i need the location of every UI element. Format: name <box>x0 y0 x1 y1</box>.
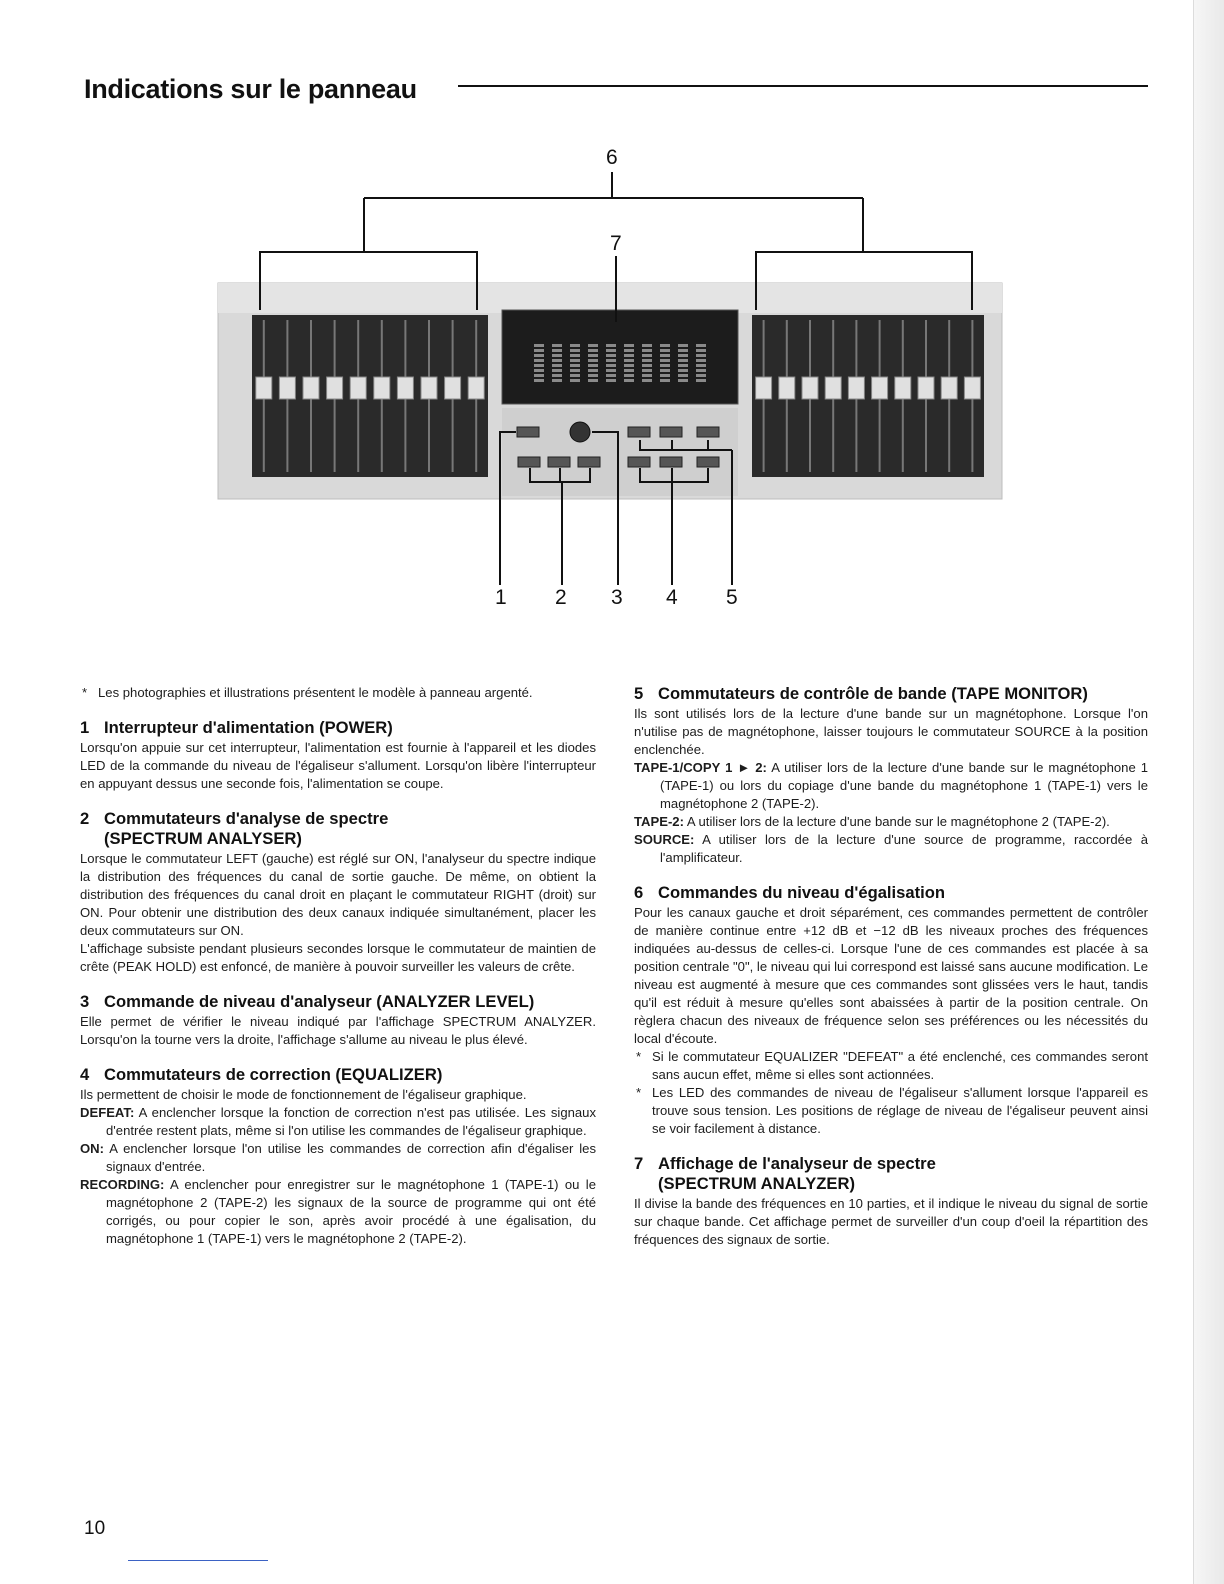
page-title: Indications sur le panneau <box>84 74 417 105</box>
display-segment <box>624 359 634 362</box>
slider-knob <box>445 377 461 399</box>
slider-knob <box>327 377 343 399</box>
display-segment <box>642 344 652 347</box>
section-6-number: 6 <box>634 883 644 902</box>
right-column <box>634 684 1148 1249</box>
page-number: 10 <box>84 1518 106 1539</box>
section-4-equalizer <box>80 1065 596 1248</box>
bullet-text: Les LED des commandes de niveau de l'égaliseur s'allument lorsque l'appareil es trouve sous tension. Les positions de réglage de niveau de l'égaliseur peuvent ainsi se voir facilement à distance. <box>652 1085 1148 1136</box>
tape-switch-2 <box>660 457 682 467</box>
display-segment <box>660 354 670 357</box>
eq-switch-2 <box>660 427 682 437</box>
display-segment <box>552 374 562 377</box>
note-text: Les photographies et illustrations présentent le modèle à panneau argenté. <box>98 685 533 700</box>
display-segment <box>606 379 616 382</box>
display-segment <box>570 349 580 352</box>
section-2-heading <box>80 809 596 849</box>
display-segment <box>606 364 616 367</box>
display-segment <box>552 379 562 382</box>
bullet-star: * <box>636 1085 642 1100</box>
display-segment <box>678 374 688 377</box>
photo-note <box>80 684 596 702</box>
display-segment <box>660 379 670 382</box>
display-segment <box>642 364 652 367</box>
display-segment <box>588 354 598 357</box>
panel-figure <box>200 140 1020 610</box>
power-switch <box>517 427 539 437</box>
display-segment <box>588 349 598 352</box>
tape-switch-3 <box>697 457 719 467</box>
display-segment <box>552 369 562 372</box>
section-6-bullet <box>634 1084 1148 1138</box>
section-7-subtitle: (SPECTRUM ANALYZER) <box>658 1174 855 1193</box>
callout-1: 1 <box>495 586 507 609</box>
display-segment <box>678 379 688 382</box>
callout-4: 4 <box>666 586 678 609</box>
equalizer-panel-illustration <box>200 140 1020 610</box>
display-segment <box>552 349 562 352</box>
display-segment <box>606 349 616 352</box>
slider-knob <box>421 377 437 399</box>
section-3-number: 3 <box>80 992 90 1011</box>
section-4-body: Ils permettent de choisir le mode de fonctionnement de l'égaliseur graphique. <box>80 1087 527 1102</box>
slider-knob <box>895 377 911 399</box>
display-segment <box>642 369 652 372</box>
display-segment <box>552 344 562 347</box>
display-segment <box>660 369 670 372</box>
display-segment <box>534 379 544 382</box>
section-2-number: 2 <box>80 809 90 828</box>
display-segment <box>552 364 562 367</box>
section-5-body: Ils sont utilisés lors de la lecture d'une bande sur un magnétophone. Lorsque l'on n'utilise pas de magnétophone, laisser toujours le commutateur SOURCE à la position enclenchée. <box>634 706 1148 757</box>
display-segment <box>534 354 544 357</box>
section-6-eq-level <box>634 883 1148 1138</box>
section-6-bullet <box>634 1048 1148 1084</box>
section-2-spectrum <box>80 809 596 976</box>
analyzer-level-knob <box>570 422 590 442</box>
display-segment <box>534 364 544 367</box>
section-5-heading <box>634 684 1148 704</box>
slider-knob <box>279 377 295 399</box>
display-segment <box>570 379 580 382</box>
definition-term: DEFEAT: <box>80 1105 135 1120</box>
section-1-title: Interrupteur d'alimentation (POWER) <box>104 718 393 737</box>
definition-on <box>80 1140 596 1176</box>
section-2-body-2: L'affichage subsiste pendant plusieurs secondes lorsque le commutateur de maintien de crête (PEAK HOLD) est enfoncé, de manière à pouvoir surveiller les valeurs de crête. <box>80 941 596 974</box>
callout-5: 5 <box>726 586 738 609</box>
section-3-analyzer-level <box>80 992 596 1049</box>
display-segment <box>624 354 634 357</box>
section-7-number: 7 <box>634 1154 644 1173</box>
section-5-tape-monitor <box>634 684 1148 867</box>
section-6-body: Pour les canaux gauche et droit séparément, ces commandes permettent de contrôler de manière continue entre +12 dB et −12 dB les niveaux proches des fréquences indiquées au-dessus de celles-ci. Lorsque l'une de ces commandes est placée à sa position centrale "0", le niveau qui lui correspond est laissé sans aucune modification. Le niveau est augmenté à mesure que ces commandes sont glissées vers le haut, tandis qu'il est réduit à mesure qu'elles sont abaissées à partir de la position centrale. On règlera chacun des niveaux de fréquence selon ses préférences ou les nécessités du local d'écoute. <box>634 905 1148 1046</box>
display-segment <box>552 359 562 362</box>
display-segment <box>642 379 652 382</box>
display-segment <box>588 359 598 362</box>
section-4-title: Commutateurs de correction (EQUALIZER) <box>104 1065 443 1084</box>
definition-text: A utiliser lors de la lecture d'une bande sur le magnétophone 1 (TAPE-1) ou lors du copiage d'une bande du magnétophone 1 (TAPE-1) vers le magnétophone 2 (TAPE-2). <box>660 760 1148 811</box>
slider-knob <box>964 377 980 399</box>
definition-term: ON: <box>80 1141 105 1156</box>
display-segment <box>678 349 688 352</box>
left-column <box>80 684 596 1248</box>
definition-text: A utiliser lors de la lecture d'une source de programme, raccordée à l'amplificateur. <box>660 832 1148 865</box>
display-segment <box>552 354 562 357</box>
display-segment <box>678 364 688 367</box>
display-segment <box>606 354 616 357</box>
display-segment <box>624 374 634 377</box>
display-segment <box>534 359 544 362</box>
display-segment <box>696 369 706 372</box>
definition-tape2 <box>634 813 1148 831</box>
display-segment <box>642 349 652 352</box>
section-1-heading <box>80 718 596 738</box>
display-segment <box>588 379 598 382</box>
page-edge-shadow <box>1193 0 1224 1584</box>
section-4-number: 4 <box>80 1065 90 1084</box>
display-segment <box>660 364 670 367</box>
section-7-title: Affichage de l'analyseur de spectre <box>658 1154 936 1173</box>
definition-term: TAPE-2: <box>634 814 684 829</box>
display-segment <box>624 344 634 347</box>
display-segment <box>696 344 706 347</box>
slider-knob <box>256 377 272 399</box>
footer-rule <box>128 1560 268 1561</box>
display-segment <box>570 344 580 347</box>
spectrum-switch-right <box>548 457 570 467</box>
callout-2: 2 <box>555 586 567 609</box>
eq-switch-3 <box>697 427 719 437</box>
display-segment <box>624 349 634 352</box>
callout-7: 7 <box>610 232 622 255</box>
section-6-title: Commandes du niveau d'égalisation <box>658 883 946 902</box>
display-segment <box>534 344 544 347</box>
slider-knob <box>941 377 957 399</box>
display-segment <box>570 354 580 357</box>
display-segment <box>696 354 706 357</box>
definition-text: A utiliser lors de la lecture d'une bande sur le magnétophone 2 (TAPE-2). <box>686 814 1110 829</box>
slider-knob <box>802 377 818 399</box>
definition-text: A enclencher lorsque l'on utilise les commandes de correction afin d'égaliser les signaux d'entrée. <box>106 1141 596 1174</box>
slider-knob <box>756 377 772 399</box>
display-segment <box>678 369 688 372</box>
section-2-subtitle: (SPECTRUM ANALYSER) <box>104 829 302 848</box>
display-segment <box>570 364 580 367</box>
section-6-heading <box>634 883 1148 903</box>
display-segment <box>642 374 652 377</box>
slider-knob <box>374 377 390 399</box>
slider-knob <box>918 377 934 399</box>
display-segment <box>588 364 598 367</box>
slider-knob <box>825 377 841 399</box>
definition-term: RECORDING: <box>80 1177 165 1192</box>
slider-knob <box>303 377 319 399</box>
slider-knob <box>848 377 864 399</box>
section-1-power <box>80 718 596 793</box>
display-segment <box>696 364 706 367</box>
display-segment <box>624 369 634 372</box>
display-segment <box>570 369 580 372</box>
display-segment <box>660 374 670 377</box>
section-7-heading <box>634 1154 1148 1194</box>
callout-6: 6 <box>606 146 618 169</box>
tape-switch-1 <box>628 457 650 467</box>
definition-term: TAPE-1/COPY 1 ► 2: <box>634 760 767 775</box>
bullet-star: * <box>636 1049 642 1064</box>
definition-defeat <box>80 1104 596 1140</box>
display-segment <box>570 374 580 377</box>
display-segment <box>606 369 616 372</box>
display-segment <box>624 364 634 367</box>
section-3-body: Elle permet de vérifier le niveau indiqué par l'affichage SPECTRUM ANALYZER. Lorsqu'on la tourne vers la droite, l'affichage s'allume au niveau le plus élevé. <box>80 1014 596 1047</box>
bullet-text: Si le commutateur EQUALIZER "DEFEAT" a été enclenché, ces commandes seront sans aucun effet, même si elles sont actionnées. <box>652 1049 1148 1082</box>
definition-tape1-copy <box>634 759 1148 813</box>
callout-3: 3 <box>611 586 623 609</box>
display-segment <box>588 374 598 377</box>
definition-source <box>634 831 1148 867</box>
display-segment <box>678 359 688 362</box>
display-segment <box>570 359 580 362</box>
definition-term: SOURCE: <box>634 832 695 847</box>
display-segment <box>660 344 670 347</box>
display-segment <box>678 354 688 357</box>
display-segment <box>696 359 706 362</box>
section-5-number: 5 <box>634 684 644 703</box>
display-segment <box>588 369 598 372</box>
definition-text: A enclencher lorsque la fonction de correction n'est pas utilisée. Les signaux d'entrée restent plats, même si l'on utilise les commandes de l'égaliseur graphique. <box>106 1105 596 1138</box>
section-3-title: Commande de niveau d'analyseur (ANALYZER LEVEL) <box>104 992 535 1011</box>
display-segment <box>696 379 706 382</box>
spectrum-switch-peak <box>578 457 600 467</box>
section-1-body: Lorsqu'on appuie sur cet interrupteur, l'alimentation est fournie à l'appareil et les diodes LED de la commande du niveau de l'égaliseur s'allument. Lorsqu'on libère l'interrupteur en appuyant dessus une seconde fois, l'alimentation se coupe. <box>80 740 596 791</box>
display-segment <box>678 344 688 347</box>
slider-knob <box>872 377 888 399</box>
section-5-title: Commutateurs de contrôle de bande (TAPE MONITOR) <box>658 684 1088 703</box>
section-7-body: Il divise la bande des fréquences en 10 parties, et il indique le niveau du signal de sortie sur chaque bande. Cet affichage permet de surveiller d'un coup d'oeil la répartition des fréquences des signaux de sortie. <box>634 1196 1148 1247</box>
section-3-heading <box>80 992 596 1012</box>
note-star: * <box>82 685 88 700</box>
display-segment <box>696 374 706 377</box>
section-2-body-1: Lorsque le commutateur LEFT (gauche) est réglé sur ON, l'analyseur du spectre indique la distribution des fréquences du canal de sortie gauche. De même, on obtient la distribution des fréquences du canal droit en plaçant le commutateur RIGHT (droit) sur ON. Pour obtenir une distribution des deux canaux indiquée simultanément, placer les deux commutateurs sur ON. <box>80 851 596 938</box>
title-rule <box>458 85 1148 87</box>
slider-knob <box>397 377 413 399</box>
slider-knob <box>779 377 795 399</box>
definition-recording <box>80 1176 596 1248</box>
definition-text: A enclencher pour enregistrer sur le magnétophone 1 (TAPE-1) ou le magnétophone 2 (TAPE-2) les signaux de la source de programme qui ont été corrigés, ou pour copier le son, après avoir procédé à une égalisation, du magnétophone 1 (TAPE-1) vers le magnétophone 2 (TAPE-2). <box>106 1177 596 1246</box>
display-segment <box>660 349 670 352</box>
section-1-number: 1 <box>80 718 90 737</box>
panel-top-strip <box>218 283 1002 313</box>
section-7-spectrum-display <box>634 1154 1148 1249</box>
display-segment <box>660 359 670 362</box>
eq-switch-1 <box>628 427 650 437</box>
display-segment <box>534 374 544 377</box>
spectrum-switch-left <box>518 457 540 467</box>
display-segment <box>642 359 652 362</box>
display-segment <box>642 354 652 357</box>
slider-knob <box>350 377 366 399</box>
display-segment <box>534 349 544 352</box>
display-segment <box>606 359 616 362</box>
display-segment <box>624 379 634 382</box>
slider-knob <box>468 377 484 399</box>
section-2-title: Commutateurs d'analyse de spectre <box>104 809 389 828</box>
display-segment <box>696 349 706 352</box>
display-segment <box>606 374 616 377</box>
display-segment <box>534 369 544 372</box>
section-4-heading <box>80 1065 596 1085</box>
display-segment <box>606 344 616 347</box>
display-segment <box>588 344 598 347</box>
